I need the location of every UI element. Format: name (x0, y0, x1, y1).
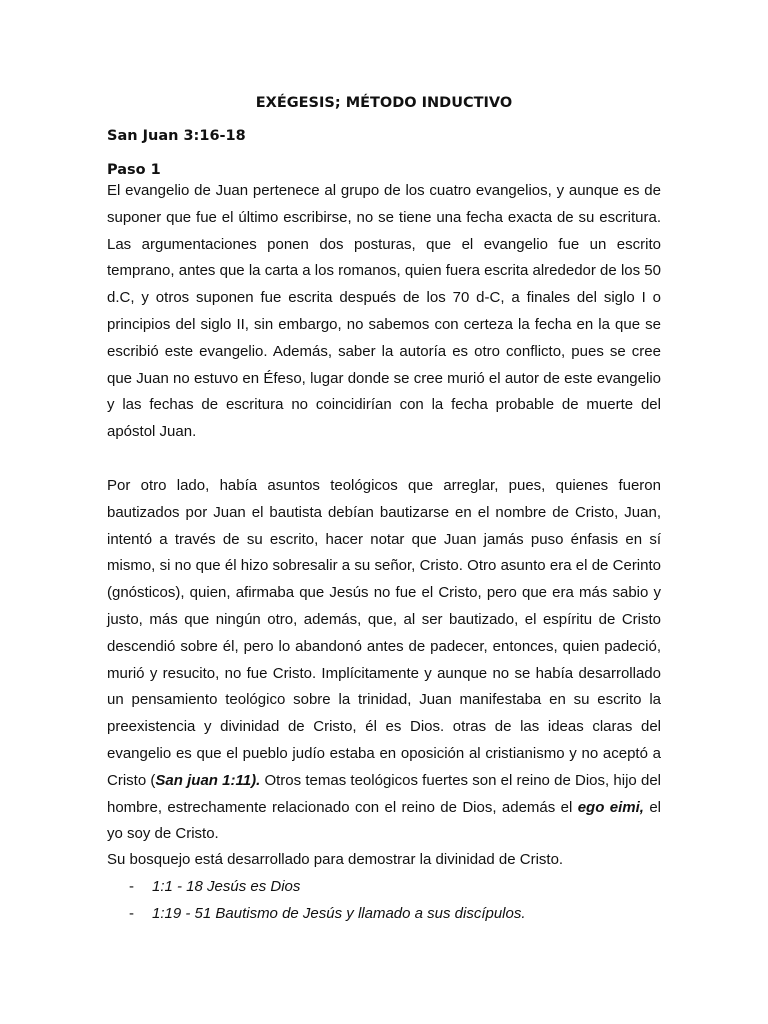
list-item (107, 901, 661, 928)
passage-heading: San Juan 3:16-18 (107, 128, 246, 144)
greek-term: ego eimi, (577, 798, 644, 816)
list-item (107, 874, 661, 901)
list-item-text: 1:19 - 51 Bautismo de Jesús y llamado a sus discípulos. (152, 904, 526, 922)
paragraph-theological-issues (107, 473, 661, 848)
document-title: EXÉGESIS; MÉTODO INDUCTIVO (255, 95, 513, 111)
scripture-reference: San juan 1:11). (155, 771, 261, 789)
paragraph-outline-intro: Su bosquejo está desarrollado para demostrar la divinidad de Cristo. (107, 851, 564, 868)
list-dash: - (129, 878, 134, 895)
step-heading: Paso 1 (107, 162, 161, 178)
document-page (107, 0, 661, 1024)
paragraph-text-part: Otros temas teológicos fuertes son el reino de Dios, hijo del hombre, estrechamente relacionado con el reino de Dios, además el (107, 771, 661, 816)
outline-list (107, 874, 661, 928)
paragraph-text-part: el yo soy de Cristo. (107, 798, 661, 843)
paragraph-text-part: Por otro lado, había asuntos teológicos que arreglar, pues, quienes fueron bautizados por Juan el bautista debían bautizarse en el nombre de Cristo, Juan, intentó a través de su escrito, hacer notar que Juan jamás puso énfasis en sí mismo, si no que él hizo sobresalir a su señor, Cristo. Otro asunto era el de Cerinto (gnósticos), quien, afirmaba que Jesús no fue el Cristo, pero que era más sabio y justo, más que ningún otro, además, que, al ser bautizado, el espíritu de Cristo descendió sobre él, pero lo abandonó antes de padecer, entonces, quien padeció, murió y resucito, no fue Cristo. Implícitamente y aunque no se había desarrollado un pensamiento teológico sobre la trinidad, Juan manifestaba en su escrito la preexistencia y divinidad de Cristo, él es Dios. otras de las ideas claras del evangelio es que el pueblo judío estaba en oposición al cristianismo y no aceptó a Cristo ( (107, 477, 661, 789)
list-item-text: 1:1 - 18 Jesús es Dios (152, 878, 301, 895)
paragraph-date-authorship: El evangelio de Juan pertenece al grupo de los cuatro evangelios, y aunque es de suponer que fue el último escribirse, no se tiene una fecha exacta de su escritura. Las argumentaciones ponen dos posturas, que el evangelio fue un escrito temprano, antes que la carta a los romanos, quien fuera escrita alrededor de los 50 d.C, y otros suponen fue escrita después de los 70 d-C, a finales del siglo I o principios del siglo II, sin embargo, no sabemos con certeza la fecha en la que se escribió este evangelio. Además, saber la autoría es otro conflicto, pues se cree que Juan no estuvo en Éfeso, lugar donde se cree murió el autor de este evangelio y las fechas de escritura no coincidirían con la fecha probable de muerte del apóstol Juan. (107, 182, 661, 441)
list-dash: - (129, 904, 134, 922)
